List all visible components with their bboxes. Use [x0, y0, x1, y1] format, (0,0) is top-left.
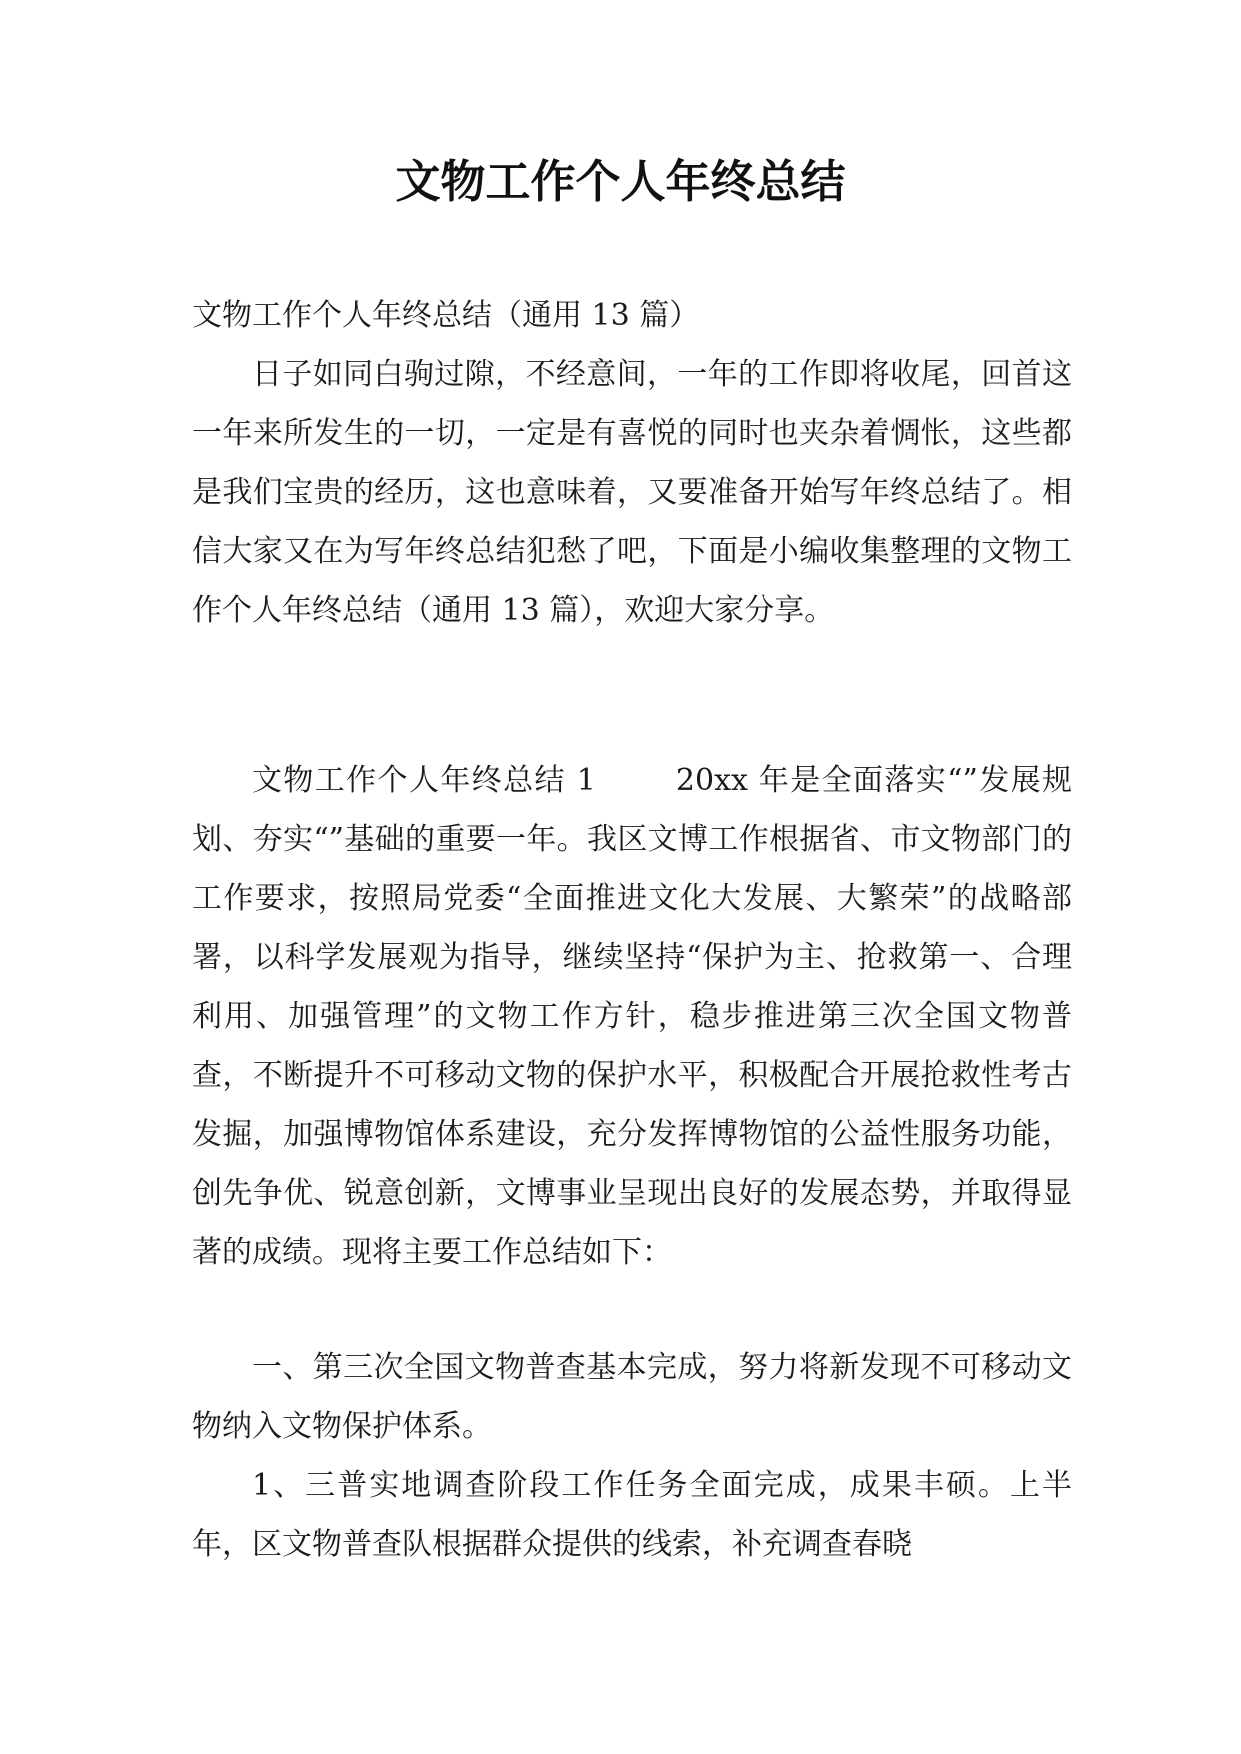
document-subtitle: 文物工作个人年终总结（通用 13 篇）: [192, 298, 700, 333]
document-title: 文物工作个人年终总结: [395, 155, 846, 208]
section-1-paragraph: [192, 751, 1072, 1282]
section-1-text: 20xx 年是全面落实“”发展规划、夯实“”基础的重要一年。我区文博工作根据省、市文物部门的工作要求，按照局党委“全面推进文化大发展、大繁荣”的战略部署，以科学发展观为指导，继续坚持“保护为主、抢救第一、合理利用、加强管理”的文物工作方针，稳步推进第三次全国文物普查，不断提升不可移动文物的保护水平，积极配合开展抢救性考古发掘，加强博物馆体系建设，充分发挥博物馆的公益性服务功能，创先争优、锐意创新，文博事业呈现出良好的发展态势，并取得显著的成绩。现将主要工作总结如下：: [192, 763, 1072, 1270]
section-1-heading: 文物工作个人年终总结 1: [252, 763, 596, 798]
intro-paragraph: 日子如同白驹过隙，不经意间，一年的工作即将收尾，回首这一年来所发生的一切，一定是有喜悦的同时也夹杂着惆怅，这些都是我们宝贵的经历，这也意味着，又要准备开始写年终总结了。相信大家又在为写年终总结犯愁了吧，下面是小编收集整理的文物工作个人年终总结（通用 13 篇），欢迎大家分享。: [192, 357, 1072, 628]
point-1-1-paragraph: 1、三普实地调查阶段工作任务全面完成，成果丰硕。上半年，区文物普查队根据群众提供的线索，补充调查春晓: [192, 1468, 1072, 1562]
point-1-paragraph: 一、第三次全国文物普查基本完成，努力将新发现不可移动文物纳入文物保护体系。: [192, 1350, 1072, 1444]
